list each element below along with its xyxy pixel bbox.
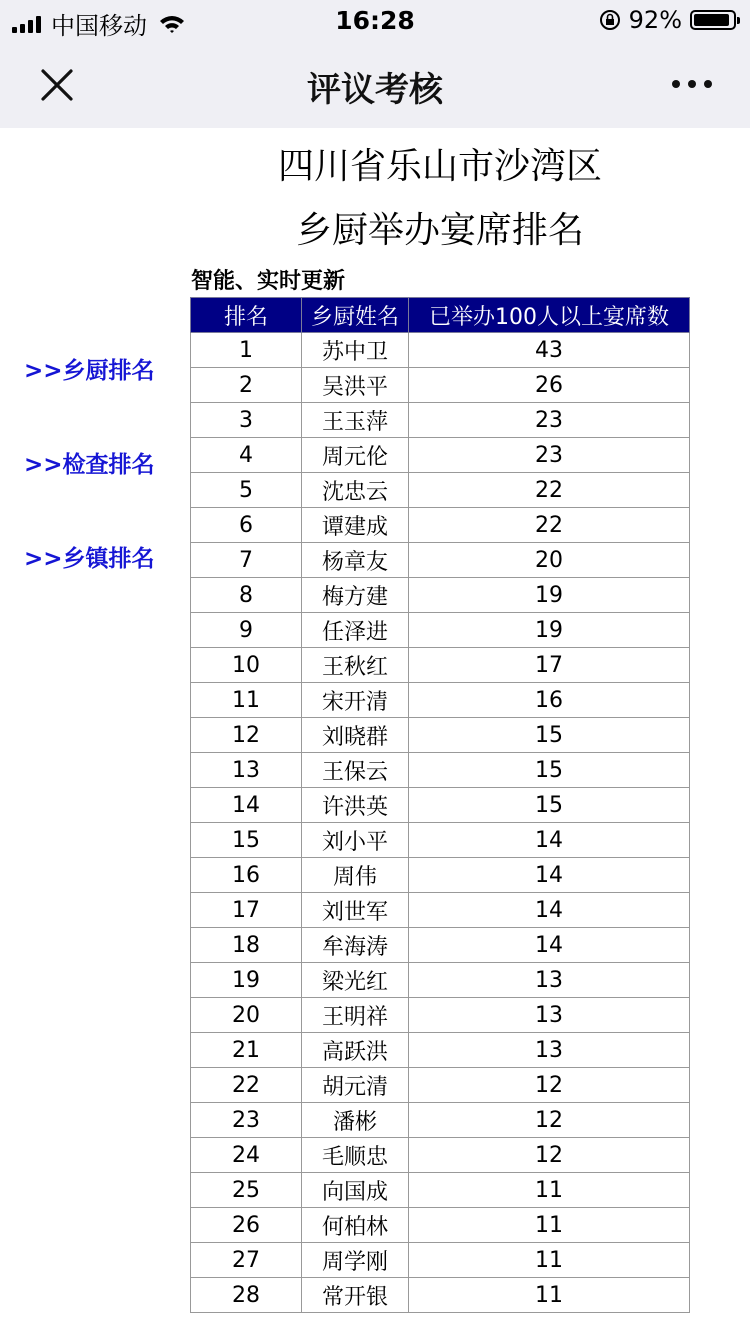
cell-chef-name: 王明祥 <box>302 998 409 1033</box>
cell-banquet-count: 23 <box>409 438 690 473</box>
cell-chef-name: 高跃洪 <box>302 1033 409 1068</box>
cell-chef-name: 何柏林 <box>302 1208 409 1243</box>
battery-fill <box>694 14 729 26</box>
cell-chef-name: 谭建成 <box>302 508 409 543</box>
cell-chef-name: 任泽进 <box>302 613 409 648</box>
table-row <box>191 1033 690 1068</box>
more-dot <box>688 80 696 88</box>
table-row <box>191 823 690 858</box>
header-chef-name: 乡厨姓名 <box>302 298 409 333</box>
ranking-table <box>190 297 690 1313</box>
cell-rank: 27 <box>191 1243 302 1278</box>
table-row <box>191 1243 690 1278</box>
cell-rank: 16 <box>191 858 302 893</box>
table-row <box>191 473 690 508</box>
cell-banquet-count: 12 <box>409 1138 690 1173</box>
cell-rank: 23 <box>191 1103 302 1138</box>
cell-chef-name: 许洪英 <box>302 788 409 823</box>
cell-rank: 22 <box>191 1068 302 1103</box>
cell-chef-name: 牟海涛 <box>302 928 409 963</box>
table-row <box>191 683 690 718</box>
cell-chef-name: 王玉萍 <box>302 403 409 438</box>
status-time: 16:28 <box>335 6 415 35</box>
more-icon[interactable] <box>672 72 716 96</box>
battery-icon <box>690 10 736 30</box>
cell-banquet-count: 26 <box>409 368 690 403</box>
cell-chef-name: 梅方建 <box>302 578 409 613</box>
table-row <box>191 998 690 1033</box>
cell-chef-name: 周伟 <box>302 858 409 893</box>
table-row <box>191 1068 690 1103</box>
cell-chef-name: 吴洪平 <box>302 368 409 403</box>
table-row <box>191 858 690 893</box>
cell-chef-name: 梁光红 <box>302 963 409 998</box>
cell-rank: 11 <box>191 683 302 718</box>
table-row <box>191 1208 690 1243</box>
table-row <box>191 333 690 368</box>
table-row <box>191 508 690 543</box>
orientation-lock-icon <box>599 9 621 31</box>
cell-rank: 18 <box>191 928 302 963</box>
cell-banquet-count: 22 <box>409 473 690 508</box>
battery-percent: 92% <box>628 6 682 34</box>
cell-rank: 17 <box>191 893 302 928</box>
cell-banquet-count: 12 <box>409 1103 690 1138</box>
cell-chef-name: 刘晓群 <box>302 718 409 753</box>
cell-rank: 20 <box>191 998 302 1033</box>
cell-rank: 5 <box>191 473 302 508</box>
table-row <box>191 963 690 998</box>
cell-rank: 10 <box>191 648 302 683</box>
cell-banquet-count: 15 <box>409 718 690 753</box>
cell-chef-name: 刘小平 <box>302 823 409 858</box>
cell-rank: 13 <box>191 753 302 788</box>
table-row <box>191 1173 690 1208</box>
cell-rank: 21 <box>191 1033 302 1068</box>
table-row <box>191 368 690 403</box>
cell-chef-name: 周元伦 <box>302 438 409 473</box>
cell-banquet-count: 11 <box>409 1208 690 1243</box>
table-row <box>191 578 690 613</box>
cell-chef-name: 向国成 <box>302 1173 409 1208</box>
table-row <box>191 438 690 473</box>
cell-rank: 12 <box>191 718 302 753</box>
table-row <box>191 718 690 753</box>
page-title-line2: 乡厨举办宴席排名 <box>295 210 584 251</box>
cell-banquet-count: 13 <box>409 963 690 998</box>
cell-banquet-count: 13 <box>409 998 690 1033</box>
cell-chef-name: 沈忠云 <box>302 473 409 508</box>
table-row <box>191 403 690 438</box>
cell-rank: 25 <box>191 1173 302 1208</box>
sidebar-link-inspection-ranking[interactable]: >>检查排名 <box>24 452 155 478</box>
cell-chef-name: 周学刚 <box>302 1243 409 1278</box>
cell-rank: 3 <box>191 403 302 438</box>
cell-chef-name: 刘世军 <box>302 893 409 928</box>
cell-rank: 4 <box>191 438 302 473</box>
table-row <box>191 1278 690 1313</box>
cell-banquet-count: 12 <box>409 1068 690 1103</box>
cell-rank: 8 <box>191 578 302 613</box>
cell-chef-name: 潘彬 <box>302 1103 409 1138</box>
page-title-line1: 四川省乐山市沙湾区 <box>277 146 602 187</box>
more-dot <box>704 80 712 88</box>
table-row <box>191 928 690 963</box>
cell-chef-name: 苏中卫 <box>302 333 409 368</box>
header-rank: 排名 <box>191 298 302 333</box>
table-row <box>191 1138 690 1173</box>
cell-banquet-count: 15 <box>409 788 690 823</box>
cell-rank: 7 <box>191 543 302 578</box>
cell-chef-name: 王保云 <box>302 753 409 788</box>
table-row <box>191 753 690 788</box>
cell-banquet-count: 14 <box>409 928 690 963</box>
nav-bar <box>0 40 750 128</box>
table-header-row <box>191 298 690 333</box>
cell-rank: 15 <box>191 823 302 858</box>
cell-rank: 26 <box>191 1208 302 1243</box>
status-bar <box>0 0 750 40</box>
cell-banquet-count: 11 <box>409 1278 690 1313</box>
cell-rank: 2 <box>191 368 302 403</box>
cell-banquet-count: 23 <box>409 403 690 438</box>
cell-rank: 1 <box>191 333 302 368</box>
cell-banquet-count: 11 <box>409 1243 690 1278</box>
cell-rank: 24 <box>191 1138 302 1173</box>
cell-rank: 6 <box>191 508 302 543</box>
cell-rank: 28 <box>191 1278 302 1313</box>
cell-rank: 9 <box>191 613 302 648</box>
cell-chef-name: 毛顺忠 <box>302 1138 409 1173</box>
status-right <box>599 6 736 34</box>
cell-banquet-count: 14 <box>409 858 690 893</box>
cell-banquet-count: 16 <box>409 683 690 718</box>
cell-banquet-count: 19 <box>409 613 690 648</box>
cell-banquet-count: 14 <box>409 823 690 858</box>
table-row <box>191 543 690 578</box>
table-row <box>191 613 690 648</box>
table-row <box>191 893 690 928</box>
cell-rank: 14 <box>191 788 302 823</box>
cell-chef-name: 宋开清 <box>302 683 409 718</box>
cell-banquet-count: 43 <box>409 333 690 368</box>
nav-title: 评议考核 <box>307 70 443 110</box>
cell-banquet-count: 19 <box>409 578 690 613</box>
cell-banquet-count: 20 <box>409 543 690 578</box>
cell-banquet-count: 17 <box>409 648 690 683</box>
sidebar-link-township-ranking[interactable]: >>乡镇排名 <box>24 546 155 572</box>
cell-chef-name: 胡元清 <box>302 1068 409 1103</box>
cell-banquet-count: 13 <box>409 1033 690 1068</box>
table-row <box>191 1103 690 1138</box>
cell-rank: 19 <box>191 963 302 998</box>
cell-chef-name: 常开银 <box>302 1278 409 1313</box>
carrier-name: 中国移动 <box>51 12 147 40</box>
cell-banquet-count: 22 <box>409 508 690 543</box>
cell-chef-name: 杨章友 <box>302 543 409 578</box>
table-body <box>191 333 690 1313</box>
more-dot <box>672 80 680 88</box>
cell-banquet-count: 15 <box>409 753 690 788</box>
page-subtitle: 智能、实时更新 <box>191 269 346 294</box>
cell-banquet-count: 14 <box>409 893 690 928</box>
cell-banquet-count: 11 <box>409 1173 690 1208</box>
table-row <box>191 788 690 823</box>
header-banquet-count: 已举办100人以上宴席数 <box>409 298 690 333</box>
table-row <box>191 648 690 683</box>
sidebar-link-chef-ranking[interactable]: >>乡厨排名 <box>24 358 155 384</box>
cell-chef-name: 王秋红 <box>302 648 409 683</box>
